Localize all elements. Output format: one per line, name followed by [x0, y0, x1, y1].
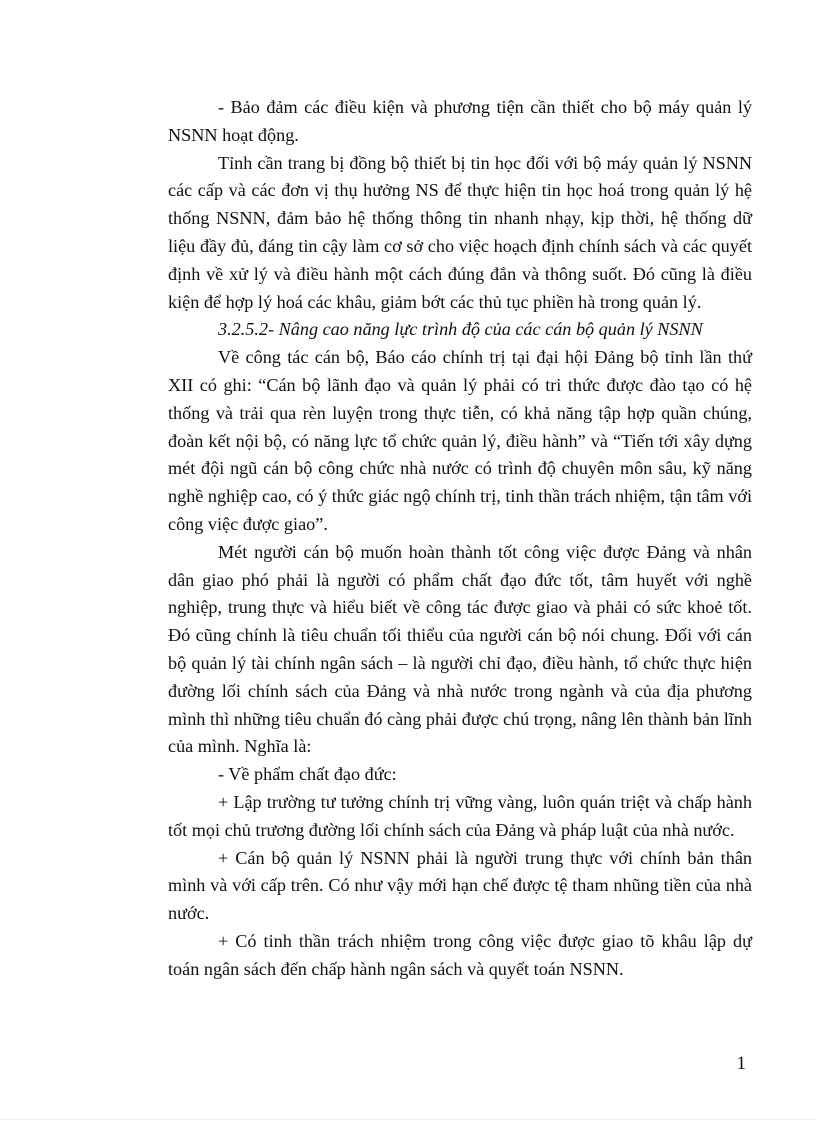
- page-number: 1: [736, 1053, 746, 1074]
- paragraph: + Lập trường tư tưởng chính trị vững vàng, luôn quán triệt và chấp hành tốt mọi chủ trương đường lối chính sách của Đảng và pháp luật của nhà nước.: [168, 791, 752, 840]
- page-bottom-edge: [0, 1119, 816, 1120]
- paragraph: Về công tác cán bộ, Báo cáo chính trị tại đại hội Đảng bộ tỉnh lần thứ XII có ghi: “Cán bộ lãnh đạo và quản lý phải có tri thức được đào tạo có hệ thống và trải qua rèn luyện trong thực tiễn, có khả năng tập hợp quần chúng, đoàn kết nội bộ, có năng lực tổ chức quản lý, điều hành” và “Tiến tới xây dựng mét đội ngũ cán bộ công chức nhà nước có trình độ chuyên môn sâu, kỹ năng nghề nghiệp cao, có ý thức giác ngộ chính trị, tinh thần trách nhiệm, tận tâm với công việc được giao”.: [168, 347, 752, 534]
- paragraph: - Bảo đảm các điều kiện và phương tiện cần thiết cho bộ máy quản lý NSNN hoạt động.: [168, 97, 752, 145]
- document-body: [168, 94, 752, 984]
- paragraph: Tỉnh cần trang bị đồng bộ thiết bị tin học đối với bộ máy quản lý NSNN các cấp và các đơn vị thụ hưởng NS để thực hiện tin học hoá trong quản lý hệ thống NSNN, đảm bảo hệ thống thông tin nhanh nhạy, kịp thời, hệ thống dữ liệu đầy đủ, đáng tin cậy làm cơ sở cho việc hoạch định chính sách và các quyết định về xử lý và điều hành một cách đúng đắn và thông suốt. Đó cũng là điều kiện để hợp lý hoá các khâu, giảm bớt các thủ tục phiền hà trong quản lý.: [168, 152, 752, 312]
- paragraph: - Về phẩm chất đạo đức:: [218, 764, 397, 785]
- paragraph: + Có tinh thần trách nhiệm trong công việc được giao tõ khâu lập dự toán ngân sách đến chấp hành ngân sách và quyết toán NSNN.: [168, 930, 752, 979]
- paragraph: + Cán bộ quản lý NSNN phải là người trung thực với chính bản thân mình và với cấp trên. Có như vậy mới hạn chế được tệ tham nhũng tiền của nhà nước.: [168, 847, 752, 924]
- section-heading: 3.2.5.2- Nâng cao năng lực trình độ của các cán bộ quản lý NSNN: [218, 319, 703, 340]
- paragraph: Mét người cán bộ muốn hoàn thành tốt công việc được Đảng và nhân dân giao phó phải là người có phẩm chất đạo đức tốt, tâm huyết với nghề nghiệp, trung thực và hiểu biết về công tác được giao và phải có sức khoẻ tốt. Đó cũng chính là tiêu chuẩn tối thiểu của người cán bộ nói chung. Đối với cán bộ quản lý tài chính ngân sách – là người chỉ đạo, điều hành, tổ chức thực hiện đường lối chính sách của Đảng và nhà nước trong ngành và của địa phương mình thì những tiêu chuẩn đó càng phải được chú trọng, nâng lên thành bản lĩnh của mình. Nghĩa là:: [168, 541, 752, 757]
